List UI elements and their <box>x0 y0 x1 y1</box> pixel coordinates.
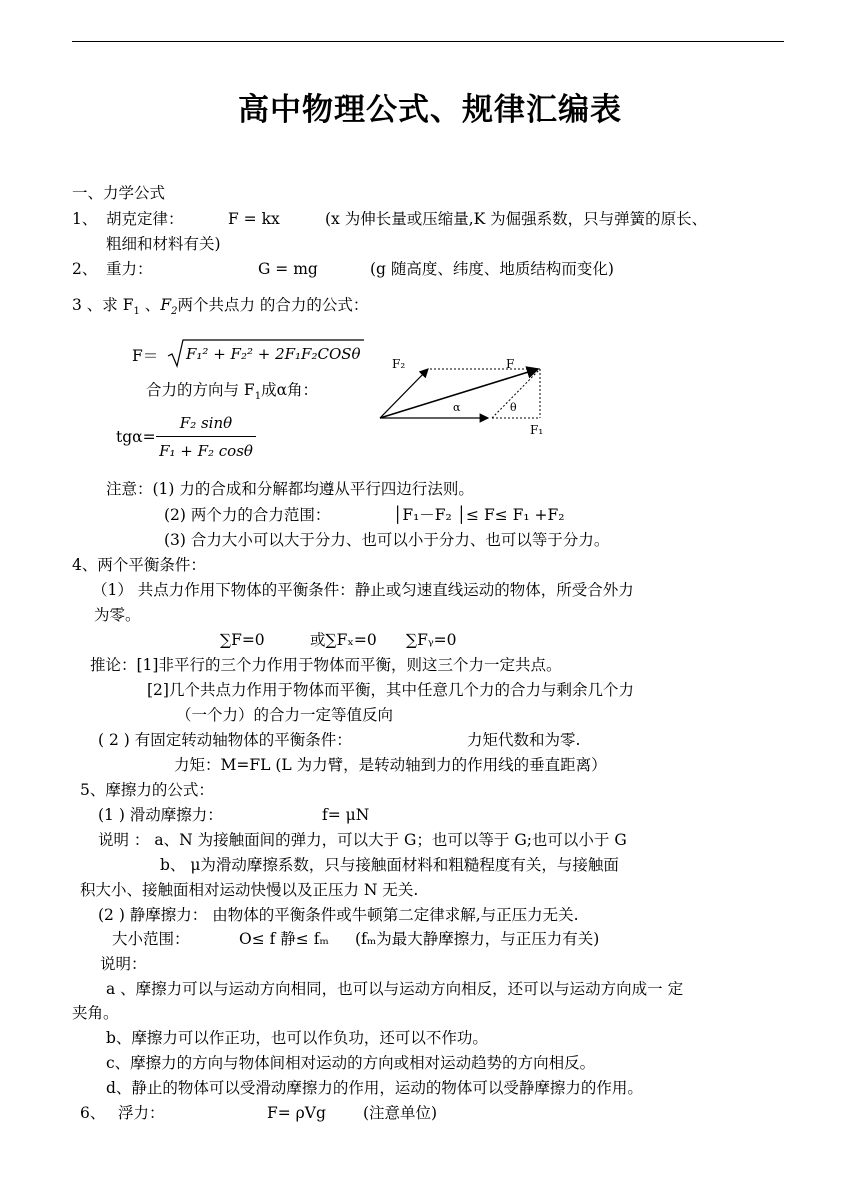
body-line: ( 2 ) 有固定转动轴物体的平衡条件： <box>98 731 352 749</box>
tga-numerator: F₂ sinθ <box>179 414 233 432</box>
diagram-label-f1: F₁ <box>530 423 544 437</box>
section-heading: 一、力学公式 <box>72 184 166 202</box>
balance-equation: 或∑Fₓ=0 <box>310 631 377 649</box>
body-line: d、静止的物体可以受滑动摩擦力的作用，运动的物体可以受静摩擦力的作用。 <box>106 1079 643 1097</box>
friction-formula: f= μN <box>322 806 370 824</box>
body-line: (fₘ为最大静摩擦力，与正压力有关) <box>355 930 600 948</box>
hooke-note-cont: 粗细和材料有关) <box>106 235 221 253</box>
tga-denominator: F₁ + F₂ cosθ <box>159 442 253 460</box>
buoyancy-label: 浮力： <box>118 1104 165 1122</box>
body-line: 夹角。 <box>72 1004 119 1022</box>
resultant-range: │F₁－F₂ │≤ F≤ F₁ +F₂ <box>393 506 565 524</box>
hooke-label: 胡克定律： <box>106 210 184 228</box>
buoyancy-formula: F= ρVg <box>267 1104 326 1122</box>
body-line: 说明 ： a、N 为接触面间的弹力，可以大于 G；也可以等于 G;也可以小于 G <box>98 831 627 849</box>
body-line: 为零。 <box>94 606 141 624</box>
body-line: 力矩代数和为零. <box>467 731 581 749</box>
resultant-formula-lhs: F＝ <box>132 347 159 365</box>
header-rule <box>72 41 784 42</box>
gravity-label: 重力： <box>106 260 153 278</box>
body-line: 推论：[1]非平行的三个力作用于物体而平衡，则这三个力一定共点。 <box>90 656 562 674</box>
body-line: （1） 共点力作用下物体的平衡条件：静止或匀速直线运动的物体，所受合外力 <box>92 581 634 599</box>
note-line: (3) 合力大小可以大于分力、也可以小于分力、也可以等于分力。 <box>164 531 610 549</box>
page-title: 高中物理公式、规律汇编表 <box>238 92 622 128</box>
gravity-formula: G = mg <box>258 260 318 278</box>
body-line: 说明： <box>100 955 147 973</box>
balance-equation: ∑F=0 <box>220 631 265 649</box>
section-heading: 4、两个平衡条件： <box>72 556 206 574</box>
diagram-label-theta: θ <box>510 401 517 414</box>
buoyancy-note: (注意单位) <box>363 1104 438 1122</box>
item-number: 6、 <box>80 1104 106 1122</box>
body-line: b、摩擦力可以作正功，也可以作负功，还可以不作功。 <box>106 1029 488 1047</box>
body-line: b、 μ为滑动摩擦系数，只与接触面材料和粗糙程度有关，与接触面 <box>160 856 619 874</box>
body-line: 力矩：M=FL (L 为力臂，是转动轴到力的作用线的垂直距离） <box>174 756 607 774</box>
body-line: [2]几个共点力作用于物体而平衡，其中任意几个力的合力与剩余几个力 <box>147 681 634 699</box>
balance-equation: ∑Fᵧ=0 <box>406 631 457 649</box>
resultant-formula-radicand: F₁² + F₂² + 2F₁F₂COSθ <box>186 345 361 363</box>
resultant-heading: 3 、求 $F_1$ 、$F_2$两个共点力 的合力的公式： <box>72 296 369 318</box>
note-line: 注意：(1) 力的合成和分解都均遵从平行四边行法则。 <box>106 480 474 498</box>
body-line: 大小范围： <box>112 930 190 948</box>
diagram-label-alpha: α <box>453 401 461 414</box>
direction-text: 合力的方向与 $F_1$成α角： <box>146 381 319 403</box>
diagram-label-f2: F₂ <box>392 357 406 371</box>
body-line: (2 ) 静摩擦力： 由物体的平衡条件或牛顿第二定律求解,与正压力无关. <box>98 906 579 924</box>
body-line: O≤ f 静≤ fₘ <box>239 930 329 948</box>
item-number: 1、 <box>72 210 98 228</box>
hooke-formula: F = kx <box>228 210 280 228</box>
body-line: (1 ) 滑动摩擦力： <box>98 806 223 824</box>
body-line: 积大小、接触面相对运动快慢以及正压力 N 无关. <box>80 881 419 899</box>
body-line: a 、摩擦力可以与运动方向相同，也可以与运动方向相反，还可以与运动方向成一 定 <box>106 980 684 998</box>
item-number: 2、 <box>72 260 98 278</box>
hooke-note: (x 为伸长量或压缩量,K 为倔强系数，只与弹簧的原长、 <box>325 210 708 228</box>
body-line: （一个力）的合力一定等值反向 <box>176 706 394 724</box>
note-line: (2) 两个力的合力范围： <box>164 506 331 524</box>
fraction-bar <box>156 436 256 437</box>
body-line: c、摩擦力的方向与物体间相对运动的方向或相对运动趋势的方向相反。 <box>106 1054 596 1072</box>
section-heading: 5、摩擦力的公式： <box>80 781 214 799</box>
gravity-note: (g 随高度、纬度、地质结构而变化) <box>370 260 614 278</box>
tga-label: tgα= <box>116 428 156 446</box>
diagram-label-f: F <box>506 357 515 371</box>
